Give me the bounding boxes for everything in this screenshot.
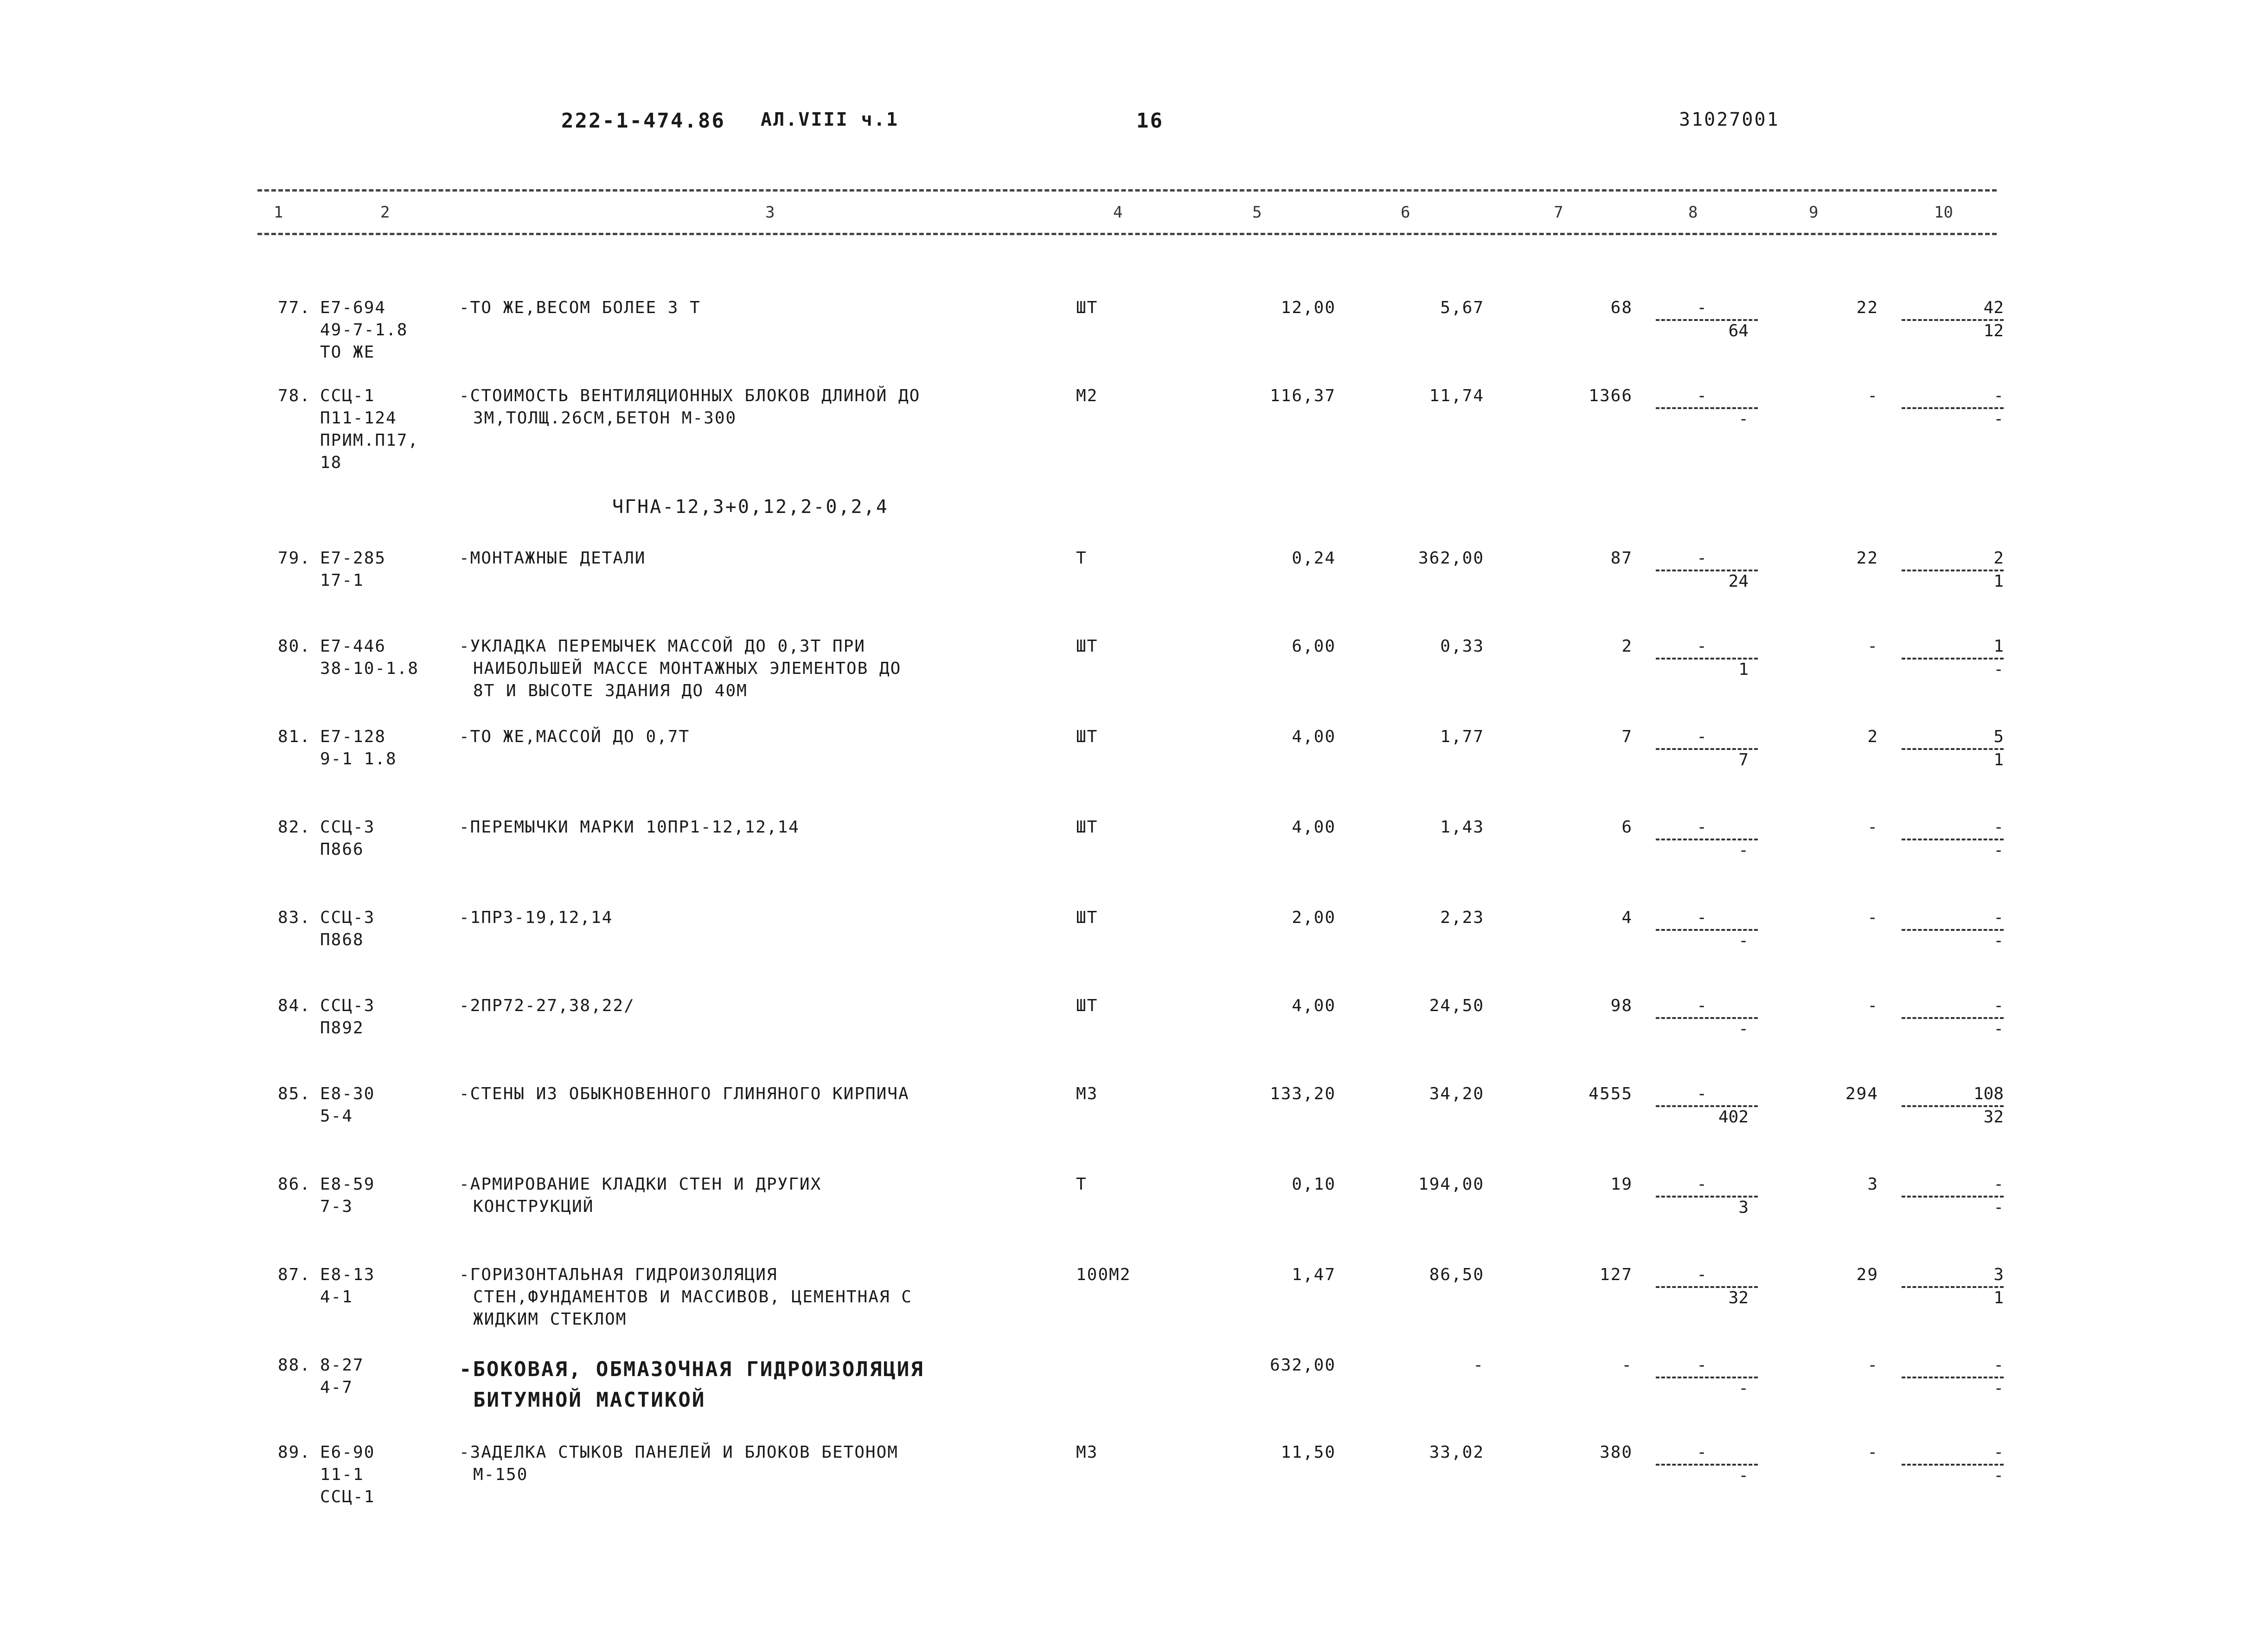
row-unit: ШТ — [1076, 727, 1098, 746]
column-9-value: 22 — [1856, 298, 1878, 317]
column-8-value — [1656, 385, 1758, 431]
fraction-bar — [1902, 1464, 2004, 1466]
row-unit: М3 — [1076, 1084, 1098, 1103]
fraction-top: - — [1697, 996, 1707, 1015]
code-line: П868 — [320, 930, 364, 949]
row-unit-price: 362,00 — [1418, 549, 1484, 568]
column-9-value: - — [1867, 637, 1878, 656]
fraction-bottom: - — [1993, 1379, 2004, 1398]
row-unit-price: - — [1473, 1356, 1484, 1375]
code-line: ССЦ-3 — [320, 818, 375, 837]
col-4: 4 — [1113, 203, 1123, 222]
description-line: -ЗАДЕЛКА СТЫКОВ ПАНЕЛЕЙ И БЛОКОВ БЕТОНОМ — [459, 1443, 898, 1462]
column-9-value: - — [1867, 1443, 1878, 1462]
col-1: 1 — [274, 203, 283, 222]
row-unit-price: 33,02 — [1429, 1443, 1484, 1462]
column-10-value — [1902, 1441, 2004, 1488]
description-line: -УКЛАДКА ПЕРЕМЫЧЕК МАССОЙ ДО 0,3Т ПРИ — [459, 637, 865, 656]
col-3: 3 — [765, 203, 775, 222]
description-line: СТЕН,ФУНДАМЕНТОВ И МАССИВОВ, ЦЕМЕНТНАЯ С — [473, 1288, 912, 1307]
description-line: М-150 — [473, 1465, 528, 1484]
code-line: ССЦ-3 — [320, 908, 375, 927]
column-8-value — [1656, 1264, 1758, 1310]
fraction-bar — [1902, 839, 2004, 840]
row-number: 80. — [277, 637, 311, 656]
row-quantity: 0,10 — [1292, 1175, 1336, 1194]
code-line: ТО ЖЕ — [320, 343, 375, 362]
row-quantity: 133,20 — [1269, 1084, 1336, 1103]
fraction-bottom: 1 — [1993, 750, 2004, 769]
row-unit: ШТ — [1076, 637, 1098, 656]
fraction-top: 3 — [1993, 1265, 2004, 1284]
column-9-value: - — [1867, 996, 1878, 1015]
row-unit: Т — [1076, 549, 1087, 568]
fraction-top: - — [1993, 996, 2004, 1015]
fraction-top: - — [1993, 908, 2004, 927]
row-unit: 100М2 — [1076, 1265, 1131, 1284]
fraction-top: - — [1697, 908, 1707, 927]
description-line: -СТЕНЫ ИЗ ОБЫКНОВЕННОГО ГЛИНЯНОГО КИРПИЧА — [459, 1084, 910, 1103]
row-total: 4555 — [1589, 1084, 1633, 1103]
row-unit: ШТ — [1076, 908, 1098, 927]
fraction-bottom: 32 — [1728, 1288, 1749, 1307]
code-line: Е8-13 — [320, 1265, 375, 1284]
row-total: 19 — [1610, 1175, 1633, 1194]
fraction-top: - — [1697, 637, 1707, 656]
row-number: 87. — [277, 1265, 311, 1284]
description-line: -МОНТАЖНЫЕ ДЕТАЛИ — [459, 549, 646, 568]
fraction-bottom: 24 — [1728, 572, 1749, 591]
fraction-bar — [1902, 570, 2004, 571]
description-line: -АРМИРОВАНИЕ КЛАДКИ СТЕН И ДРУГИХ — [459, 1175, 822, 1194]
fraction-top: 108 — [1973, 1084, 2004, 1103]
row-total: 98 — [1610, 996, 1633, 1015]
code-line: 18 — [320, 453, 342, 472]
column-8-value — [1656, 995, 1758, 1041]
col-6: 6 — [1401, 203, 1410, 222]
column-9-value: 3 — [1867, 1175, 1878, 1194]
row-quantity: 12,00 — [1281, 298, 1336, 317]
code-line: Е7-128 — [320, 727, 386, 746]
row-number: 81. — [277, 727, 311, 746]
fraction-bottom: 32 — [1983, 1108, 2004, 1127]
fraction-top: - — [1697, 727, 1707, 746]
code-line: 4-1 — [320, 1288, 353, 1307]
row-unit-price: 5,67 — [1440, 298, 1484, 317]
code-line: Е7-446 — [320, 637, 386, 656]
description-line: -БОКОВАЯ, ОБМАЗОЧНАЯ ГИДРОИЗОЛЯЦИЯ — [459, 1358, 924, 1381]
column-9-value: 22 — [1856, 549, 1878, 568]
col-5: 5 — [1252, 203, 1262, 222]
fraction-top: - — [1993, 1175, 2004, 1194]
row-unit: ШТ — [1076, 818, 1098, 837]
row-total: 127 — [1599, 1265, 1633, 1284]
row-unit-price: 86,50 — [1429, 1265, 1484, 1284]
row-total: 68 — [1610, 298, 1633, 317]
fraction-bottom: 64 — [1728, 321, 1749, 340]
column-10-value — [1902, 726, 2004, 772]
column-10-value — [1902, 816, 2004, 863]
description-line: -ТО ЖЕ,МАССОЙ ДО 0,7Т — [459, 727, 690, 746]
row-unit-price: 1,43 — [1440, 818, 1484, 837]
column-8-value — [1656, 297, 1758, 343]
row-quantity: 11,50 — [1281, 1443, 1336, 1462]
fraction-bottom: - — [1993, 1466, 2004, 1485]
row-number: 79. — [277, 549, 311, 568]
column-9-value: - — [1867, 818, 1878, 837]
row-unit-price: 11,74 — [1429, 386, 1484, 405]
code-line: Е6-90 — [320, 1443, 375, 1462]
fraction-bottom: 12 — [1983, 321, 2004, 340]
description-line: БИТУМНОЙ МАСТИКОЙ — [473, 1388, 706, 1412]
row-total: 1366 — [1589, 386, 1633, 405]
col-10: 10 — [1934, 203, 1953, 222]
fraction-top: - — [1993, 386, 2004, 405]
column-10-value — [1902, 1264, 2004, 1310]
row-unit-price: 0,33 — [1440, 637, 1484, 656]
column-10-value — [1902, 547, 2004, 594]
column-10-value — [1902, 907, 2004, 953]
column-10-value — [1902, 1083, 2004, 1129]
fraction-top: 2 — [1993, 549, 2004, 568]
row-quantity: 4,00 — [1292, 818, 1336, 837]
code-line: 11-1 — [320, 1465, 364, 1484]
code-line: ССЦ-3 — [320, 996, 375, 1015]
code-line: 17-1 — [320, 571, 364, 590]
column-8-value — [1656, 1354, 1758, 1401]
row-total: 4 — [1621, 908, 1633, 927]
fraction-top: - — [1697, 1175, 1707, 1194]
fraction-bar — [1902, 929, 2004, 931]
fraction-bottom: - — [1993, 931, 2004, 950]
column-8-value — [1656, 907, 1758, 953]
column-8-value — [1656, 1173, 1758, 1220]
description-line: 8Т И ВЫСОТЕ ЗДАНИЯ ДО 40М — [473, 681, 748, 700]
row-quantity: 2,00 — [1292, 908, 1336, 927]
code-line: 9-1 1.8 — [320, 749, 397, 769]
row-unit: М2 — [1076, 386, 1098, 405]
code-line: Е7-694 — [320, 298, 386, 317]
code-line: 38-10-1.8 — [320, 659, 419, 678]
code-line: П866 — [320, 840, 364, 859]
column-9-value: - — [1867, 908, 1878, 927]
column-10-value — [1902, 297, 2004, 343]
code-line: 5-4 — [320, 1107, 353, 1126]
fraction-bottom: 1 — [1738, 660, 1749, 679]
row-total: 380 — [1599, 1443, 1633, 1462]
column-10-value — [1902, 995, 2004, 1041]
row-total: 87 — [1610, 549, 1633, 568]
fraction-top: - — [1697, 298, 1707, 317]
fraction-top: 42 — [1983, 298, 2004, 317]
code-line: 8-27 — [320, 1356, 364, 1375]
row-quantity: 116,37 — [1269, 386, 1336, 405]
column-9-value: 294 — [1845, 1084, 1878, 1103]
column-8-value — [1656, 1441, 1758, 1488]
column-8-value — [1656, 816, 1758, 863]
row-unit: Т — [1076, 1175, 1087, 1194]
row-quantity: 0,24 — [1292, 549, 1336, 568]
fraction-top: - — [1697, 386, 1707, 405]
row-unit-price: 1,77 — [1440, 727, 1484, 746]
fraction-bottom: - — [1993, 1198, 2004, 1217]
row-quantity: 4,00 — [1292, 727, 1336, 746]
fraction-bottom: - — [1993, 660, 2004, 679]
fraction-bottom: - — [1738, 410, 1749, 429]
row-total: 7 — [1621, 727, 1633, 746]
code-line: 49-7-1.8 — [320, 320, 408, 339]
fraction-bottom: - — [1993, 410, 2004, 429]
code-line: Е7-285 — [320, 549, 386, 568]
col-8: 8 — [1688, 203, 1698, 222]
col-7: 7 — [1554, 203, 1563, 222]
row-number: 89. — [277, 1443, 311, 1462]
fraction-top: - — [1993, 1443, 2004, 1462]
description-line: ЖИДКИМ СТЕКЛОМ — [473, 1310, 627, 1329]
fraction-bottom: - — [1738, 1019, 1749, 1038]
row-unit-price: 194,00 — [1418, 1175, 1484, 1194]
row-number: 84. — [277, 996, 311, 1015]
fraction-bottom: - — [1738, 1466, 1749, 1485]
row-unit-price: 24,50 — [1429, 996, 1484, 1015]
fraction-bar — [1902, 748, 2004, 750]
fraction-top: - — [1697, 1356, 1707, 1375]
fraction-bottom: - — [1738, 841, 1749, 860]
row-unit-price: 2,23 — [1440, 908, 1484, 927]
row-unit: ШТ — [1076, 996, 1098, 1015]
fraction-bottom: 7 — [1738, 750, 1749, 769]
col-9: 9 — [1809, 203, 1819, 222]
description-line: -ТО ЖЕ,ВЕСОМ БОЛЕЕ 3 Т — [459, 298, 701, 317]
row-number: 82. — [277, 818, 311, 837]
column-9-value: - — [1867, 386, 1878, 405]
column-8-value — [1656, 635, 1758, 682]
row-number: 85. — [277, 1084, 311, 1103]
code-line: 7-3 — [320, 1197, 353, 1216]
fraction-bar — [1902, 1377, 2004, 1378]
row-number: 78. — [277, 386, 311, 405]
col-2: 2 — [380, 203, 390, 222]
fraction-bar — [1902, 658, 2004, 660]
estimate-code: 31027001 — [1679, 109, 1780, 130]
code-line: Е8-30 — [320, 1084, 375, 1103]
fraction-top: - — [1697, 549, 1707, 568]
fraction-bar — [1902, 407, 2004, 409]
column-8-value — [1656, 1083, 1758, 1129]
fraction-bar — [1902, 1286, 2004, 1288]
column-9-value: 29 — [1856, 1265, 1878, 1284]
row-unit: ШТ — [1076, 298, 1098, 317]
column-9-value: 2 — [1867, 727, 1878, 746]
code-line: ССЦ-1 — [320, 386, 375, 405]
fraction-bottom: 1 — [1993, 1288, 2004, 1307]
column-10-value — [1902, 1354, 2004, 1401]
row-unit-price: 34,20 — [1429, 1084, 1484, 1103]
fraction-top: - — [1697, 818, 1707, 837]
fraction-bottom: - — [1738, 931, 1749, 950]
fraction-top: - — [1993, 1356, 2004, 1375]
fraction-top: - — [1697, 1265, 1707, 1284]
description-line: КОНСТРУКЦИЙ — [473, 1197, 594, 1216]
code-line: П11-124 — [320, 409, 397, 428]
description-line: -2ПР72-27,38,22/ — [459, 996, 635, 1015]
fraction-top: - — [1697, 1084, 1707, 1103]
code-line: П892 — [320, 1018, 364, 1038]
code-line: ССЦ-1 — [320, 1487, 375, 1506]
column-10-value — [1902, 635, 2004, 682]
fraction-bar — [1902, 1196, 2004, 1198]
row-number: 77. — [277, 298, 311, 317]
fraction-bottom: 3 — [1738, 1198, 1749, 1217]
document-code: 222-1-474.86 — [561, 109, 725, 133]
fraction-bottom: - — [1993, 1019, 2004, 1038]
description-line: -ГОРИЗОНТАЛЬНАЯ ГИДРОИЗОЛЯЦИЯ — [459, 1265, 778, 1284]
album-label: АЛ.VIII ч.1 — [761, 109, 899, 130]
page-number: 16 — [1136, 109, 1164, 133]
description-line: -ПЕРЕМЫЧКИ МАРКИ 10ПР1-12,12,14 — [459, 818, 800, 837]
column-9-value: - — [1867, 1356, 1878, 1375]
section-label: ЧГНА-12,3+0,12,2-0,2,4 — [612, 496, 889, 518]
fraction-bar — [1902, 1017, 2004, 1019]
code-line: Е8-59 — [320, 1175, 375, 1194]
row-quantity: 4,00 — [1292, 996, 1336, 1015]
fraction-bottom: 402 — [1718, 1108, 1749, 1127]
fraction-bottom: - — [1738, 1379, 1749, 1398]
row-quantity: 6,00 — [1292, 637, 1336, 656]
description-line: НАИБОЛЬШЕЙ МАССЕ МОНТАЖНЫХ ЭЛЕМЕНТОВ ДО — [473, 659, 902, 678]
row-total: 6 — [1621, 818, 1633, 837]
fraction-bottom: 1 — [1993, 572, 2004, 591]
row-number: 83. — [277, 908, 311, 927]
header-rule-top — [257, 189, 1997, 192]
row-unit: М3 — [1076, 1443, 1098, 1462]
column-8-value — [1656, 547, 1758, 594]
row-total: 2 — [1621, 637, 1633, 656]
fraction-top: 1 — [1993, 637, 2004, 656]
code-line: ПРИМ.П17, — [320, 431, 419, 450]
fraction-top: 5 — [1993, 727, 2004, 746]
row-quantity: 1,47 — [1292, 1265, 1336, 1284]
column-8-value — [1656, 726, 1758, 772]
code-line: 4-7 — [320, 1378, 353, 1397]
description-line: -СТОИМОСТЬ ВЕНТИЛЯЦИОННЫХ БЛОКОВ ДЛИНОЙ ДО — [459, 386, 921, 405]
row-total: - — [1621, 1356, 1633, 1375]
fraction-top: - — [1697, 1443, 1707, 1462]
description-line: -1ПР3-19,12,14 — [459, 908, 613, 927]
fraction-top: - — [1993, 818, 2004, 837]
row-number: 86. — [277, 1175, 311, 1194]
column-10-value — [1902, 1173, 2004, 1220]
row-number: 88. — [277, 1356, 311, 1375]
header-rule-bottom — [257, 233, 1997, 235]
fraction-bottom: - — [1993, 841, 2004, 860]
row-quantity: 632,00 — [1269, 1356, 1336, 1375]
column-10-value — [1902, 385, 2004, 431]
description-line: 3М,ТОЛЩ.26СМ,БЕТОН М-300 — [473, 409, 737, 428]
